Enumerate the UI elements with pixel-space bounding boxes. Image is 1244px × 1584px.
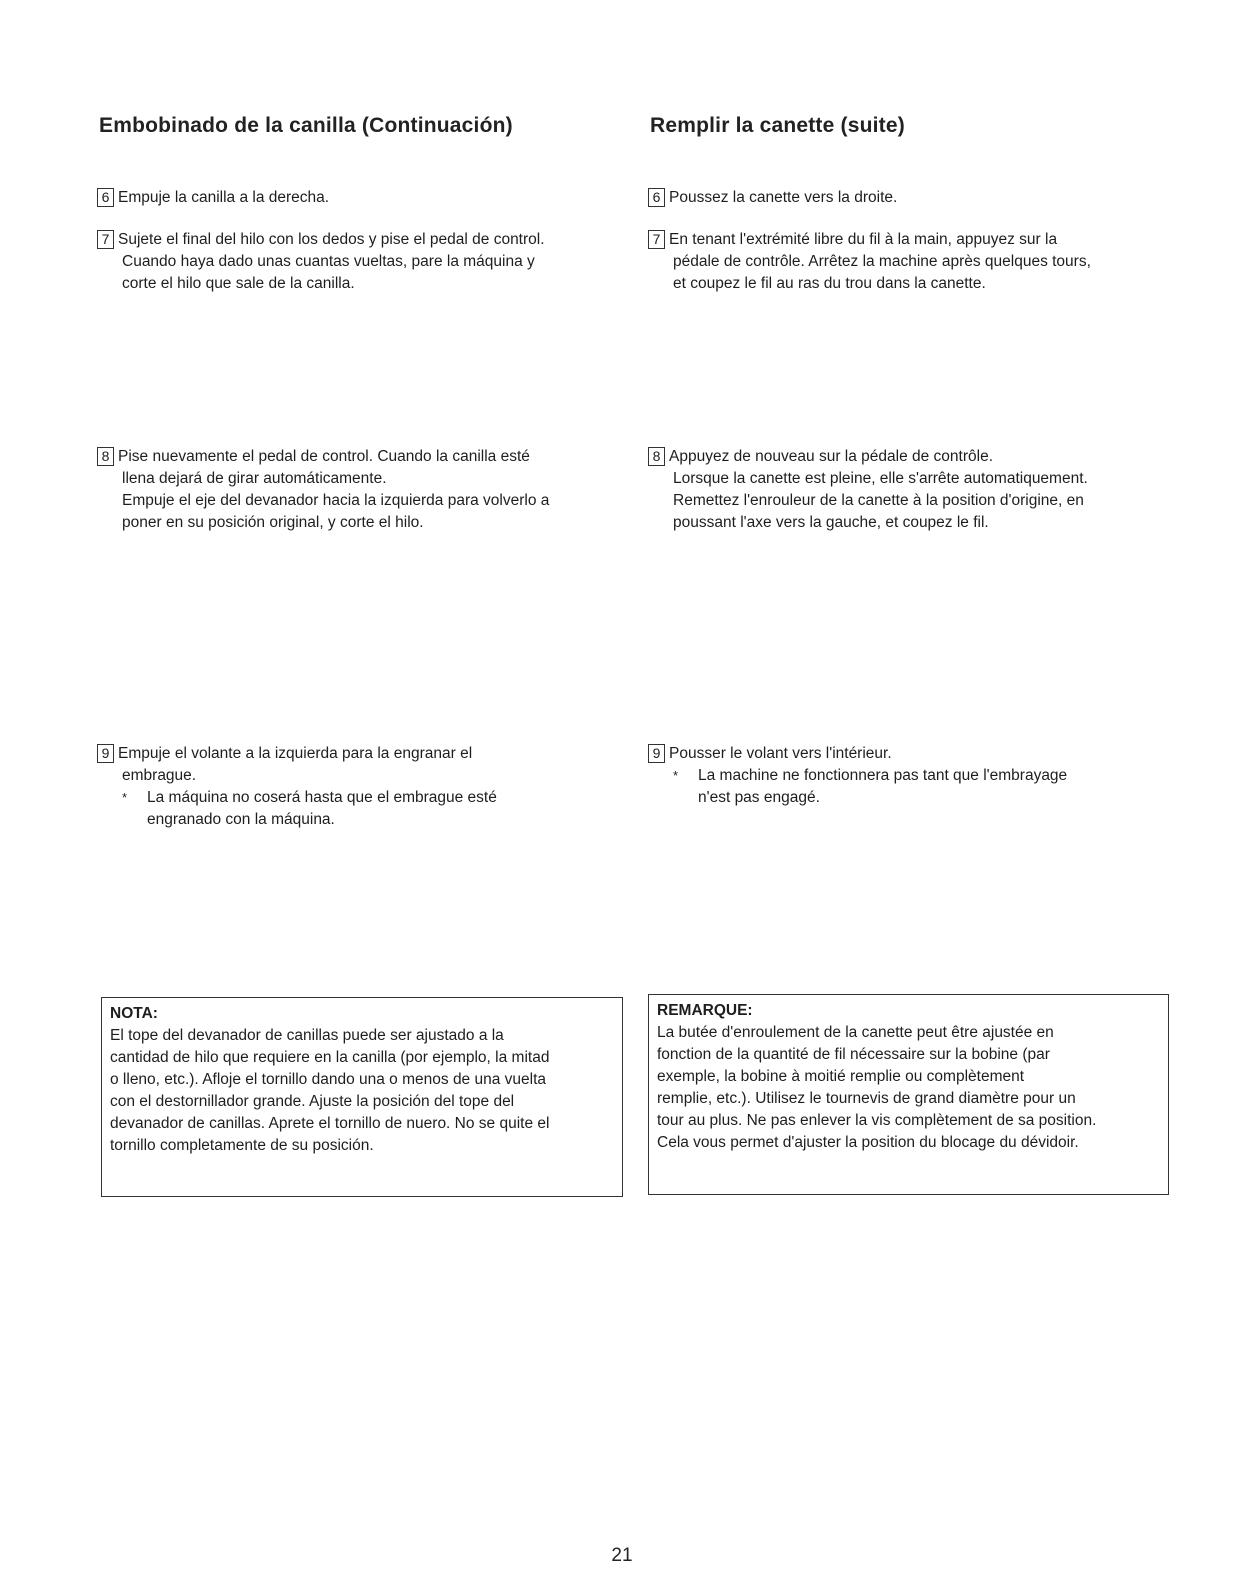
step-text: Appuyez de nouveau sur la pédale de contrôle. [669, 448, 994, 465]
step-number-box: 7 [648, 230, 665, 249]
spanish-note-box [101, 997, 623, 1197]
step-number-box: 8 [97, 447, 114, 466]
spanish-step-8 [97, 446, 549, 534]
french-step-8 [648, 446, 1088, 534]
step-number-box: 9 [97, 744, 114, 763]
step-note-text: La máquina no coserá hasta que el embrague esté [147, 789, 497, 806]
french-note-box [648, 994, 1169, 1195]
page-number: 21 [611, 1545, 633, 1566]
french-step-9 [648, 743, 1067, 809]
spanish-step-7 [97, 229, 545, 295]
note-text: remplie, etc.). Utilisez le tournevis de grand diamètre pour un [657, 1090, 1076, 1107]
note-title: REMARQUE: [657, 1002, 753, 1019]
note-text: tour au plus. Ne pas enlever la vis complètement de sa position. [657, 1112, 1097, 1129]
step-number-box: 6 [648, 188, 665, 207]
step-text: pédale de contrôle. Arrêtez la machine après quelques tours, [673, 253, 1091, 270]
step-text: poussant l'axe vers la gauche, et coupez le fil. [673, 514, 989, 531]
step-text: embrague. [122, 767, 197, 784]
note-text: Cela vous permet d'ajuster la position du blocage du dévidoir. [657, 1134, 1079, 1151]
step-text: Empuje el volante a la izquierda para la engranar el [118, 745, 473, 762]
note-text: La butée d'enroulement de la canette peut être ajustée en [657, 1024, 1054, 1041]
step-text: poner en su posición original, y corte el hilo. [122, 514, 424, 531]
step-text: llena dejará de girar automáticamente. [122, 470, 387, 487]
step-text: Empuje el eje del devanador hacia la izquierda para volverlo a [122, 492, 550, 509]
bullet-asterisk: * [122, 790, 128, 805]
step-text: Poussez la canette vers la droite. [669, 189, 898, 206]
step-number-box: 8 [648, 447, 665, 466]
french-step-7 [648, 229, 1091, 295]
step-number-box: 9 [648, 744, 665, 763]
note-text: fonction de la quantité de fil nécessaire sur la bobine (par [657, 1046, 1050, 1063]
step-text: Empuje la canilla a la derecha. [118, 189, 330, 206]
step-note-text: n'est pas engagé. [698, 789, 820, 806]
step-note-text: La machine ne fonctionnera pas tant que l'embrayage [698, 767, 1068, 784]
note-text: con el destornillador grande. Ajuste la posición del tope del [110, 1093, 515, 1110]
note-title: NOTA: [110, 1005, 158, 1022]
step-text: Cuando haya dado unas cuantas vueltas, pare la máquina y [122, 253, 535, 270]
step-text: Pousser le volant vers l'intérieur. [669, 745, 892, 762]
step-text: corte el hilo que sale de la canilla. [122, 275, 355, 292]
french-step-6 [648, 187, 897, 209]
step-text: En tenant l'extrémité libre du fil à la main, appuyez sur la [669, 231, 1058, 248]
step-number-box: 6 [97, 188, 114, 207]
note-text: o lleno, etc.). Afloje el tornillo dando una o menos de una vuelta [110, 1071, 547, 1088]
note-text: devanador de canillas. Aprete el tornillo de nuero. No se quite el [110, 1115, 550, 1132]
step-text: Lorsque la canette est pleine, elle s'arrête automatiquement. [673, 470, 1088, 487]
note-text: cantidad de hilo que requiere en la canilla (por ejemplo, la mitad [110, 1049, 550, 1066]
step-text: Sujete el final del hilo con los dedos y pise el pedal de control. [118, 231, 545, 248]
french-heading: Remplir la canette (suite) [650, 114, 905, 137]
spanish-heading: Embobinado de la canilla (Continuación) [99, 114, 513, 137]
spanish-step-6 [97, 187, 329, 209]
spanish-step-9 [97, 743, 497, 831]
step-text: Remettez l'enrouleur de la canette à la position d'origine, en [673, 492, 1084, 509]
note-text: El tope del devanador de canillas puede ser ajustado a la [110, 1027, 504, 1044]
bullet-asterisk: * [673, 768, 679, 783]
step-text: Pise nuevamente el pedal de control. Cuando la canilla esté [118, 448, 530, 465]
note-text: exemple, la bobine à moitié remplie ou complètement [657, 1068, 1025, 1085]
step-note-text: engranado con la máquina. [147, 811, 335, 828]
note-text: tornillo completamente de su posición. [110, 1137, 374, 1154]
step-number-box: 7 [97, 230, 114, 249]
step-text: et coupez le fil au ras du trou dans la canette. [673, 275, 986, 292]
